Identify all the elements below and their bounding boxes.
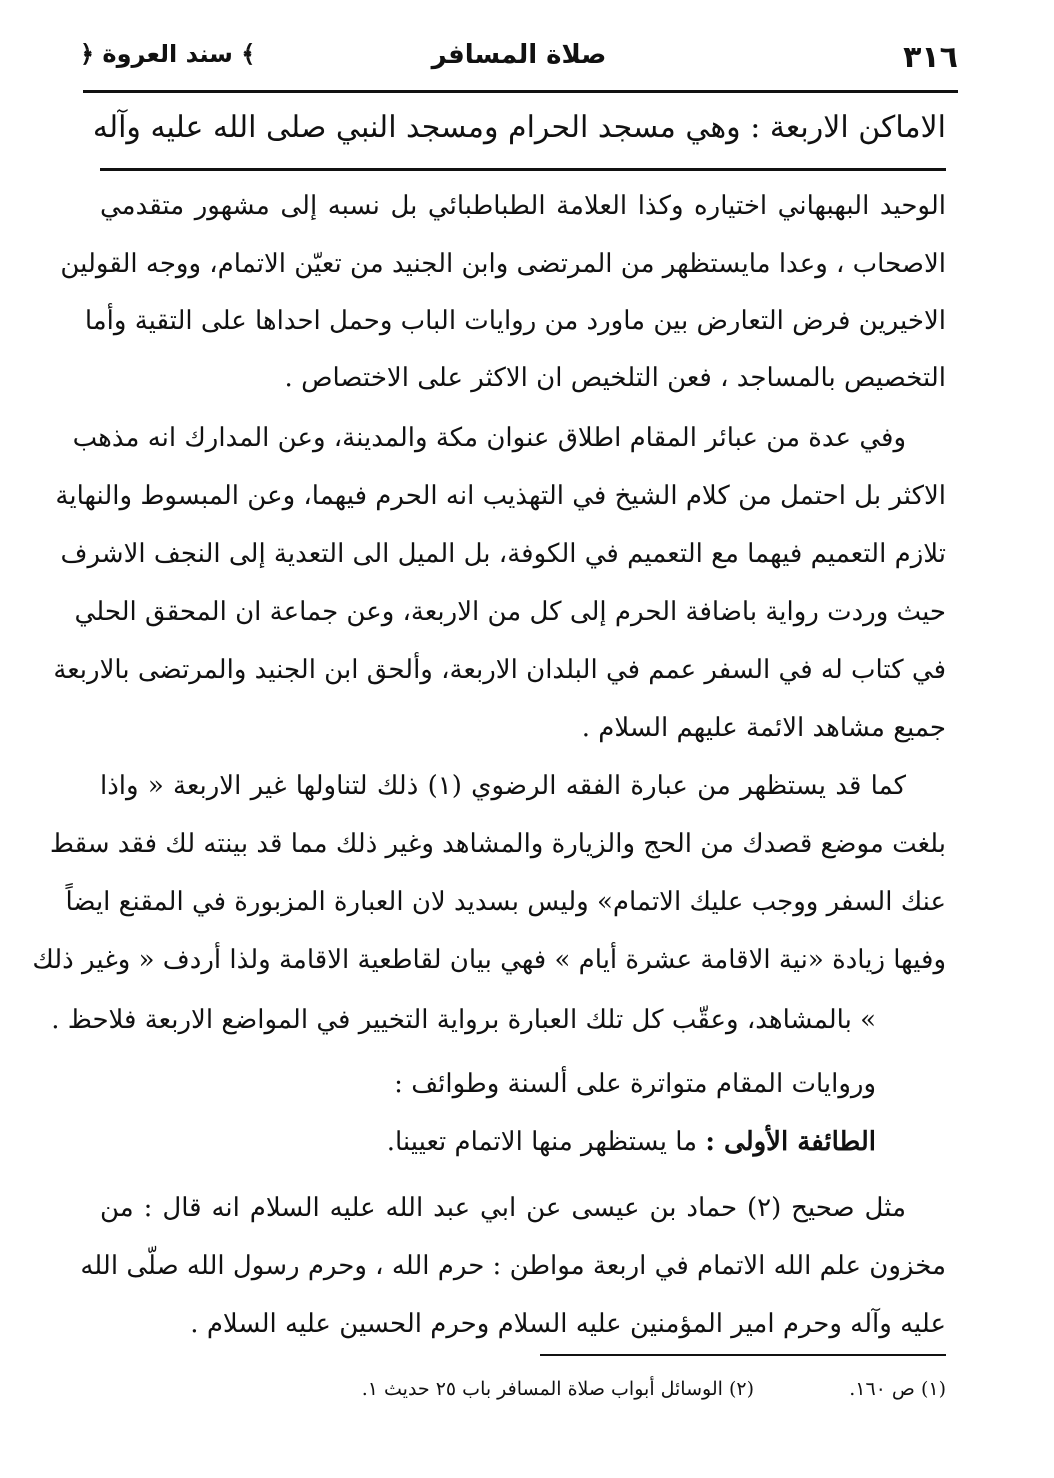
continuation-rule (100, 168, 946, 171)
text-line: في كتاب له في السفر عمم في البلدان الاربعة، وألحق ابن الجنيد والمرتضى بالاربعة (53, 655, 946, 685)
text-line: وروايات المقام متواترة على ألسنة وطوائف : (394, 1069, 876, 1099)
text-line (100, 1122, 946, 1162)
section-heading: الطائفة الأولى : (705, 1127, 876, 1157)
text-line: عليه وآله وحرم امير المؤمنين عليه السلام وحرم الحسين عليه السلام . (190, 1309, 946, 1339)
text-line: التخصيص بالمساجد ، فعن التلخيص ان الاكثر على الاختصاص . (284, 363, 946, 393)
text-line: بلغت موضع قصدك من الحج والزيارة والمشاهد وغير ذلك مما قد بينته لك فقد سقط (49, 829, 946, 859)
text-line: كما قد يستظهر من عبارة الفقه الرضوي (١) ذلك لتناولها غير الاربعة « واذا (100, 771, 906, 801)
text-line: وفيها زيادة «نية الاقامة عشرة أيام » فهي بيان لقاطعية الاقامة ولذا أردف « وغير ذلك (32, 945, 946, 975)
header-rule (83, 90, 958, 93)
text-line: وفي عدة من عبائر المقام اطلاق عنوان مكة والمدينة، وعن المدارك انه مذهب (72, 423, 906, 453)
book-title: ﴿ سند العروة ﴾ (80, 40, 256, 68)
text-line: حيث وردت رواية باضافة الحرم إلى كل من الاربعة، وعن جماعة ان المحقق الحلي (74, 597, 946, 627)
text-line: الاماكن الاربعة : وهي مسجد الحرام ومسجد النبي صلى الله عليه وآله (92, 110, 946, 145)
text-line: الاخيرين فرض التعارض بين ماورد من روايات الباب وحمل احداها على التقية وأما (84, 306, 946, 336)
text-line: الاكثر بل احتمل من كلام الشيخ في التهذيب انه الحرم فيهما، وعن المبسوط والنهاية (55, 481, 946, 511)
footnote-1: (١) ص ١٦٠. (849, 1378, 946, 1400)
page-header (80, 40, 958, 90)
text-line: جميع مشاهد الائمة عليهم السلام . (581, 713, 946, 743)
text-line: مثل صحيح (٢) حماد بن عيسى عن ابي عبد الله عليه السلام انه قال : من (100, 1193, 906, 1223)
footnote-rule (540, 1354, 946, 1356)
footnote-2: (٢) الوسائل أبواب صلاة المسافر باب ٢٥ حديث ١. (361, 1378, 754, 1400)
text-line: مخزون علم الله الاتمام في اربعة مواطن : حرم الله ، وحرم رسول الله صلّى الله (80, 1251, 946, 1281)
text-line: الوحيد البهبهاني اختياره وكذا العلامة الطباطبائي بل نسبه إلى مشهور متقدمي (100, 191, 946, 221)
text-line: الاصحاب ، وعدا مايستظهر من المرتضى وابن الجنيد من تعيّن الاتمام، ووجه القولين (60, 249, 946, 279)
chapter-title: صلاة المسافر (431, 40, 607, 70)
page-number: ٣١٦ (903, 40, 958, 75)
section-heading-text: ما يستظهر منها الاتمام تعيينا. (386, 1127, 698, 1157)
text-line: عنك السفر ووجب عليك الاتمام» وليس بسديد لان العبارة المزبورة في المقنع ايضاً (65, 887, 946, 917)
text-line: » بالمشاهد، وعقّب كل تلك العبارة برواية التخيير في المواضع الاربعة فلاحظ . (51, 1005, 876, 1035)
text-line: تلازم التعميم فيهما مع التعميم في الكوفة، بل الميل الى التعدية إلى النجف الاشرف (60, 539, 946, 569)
